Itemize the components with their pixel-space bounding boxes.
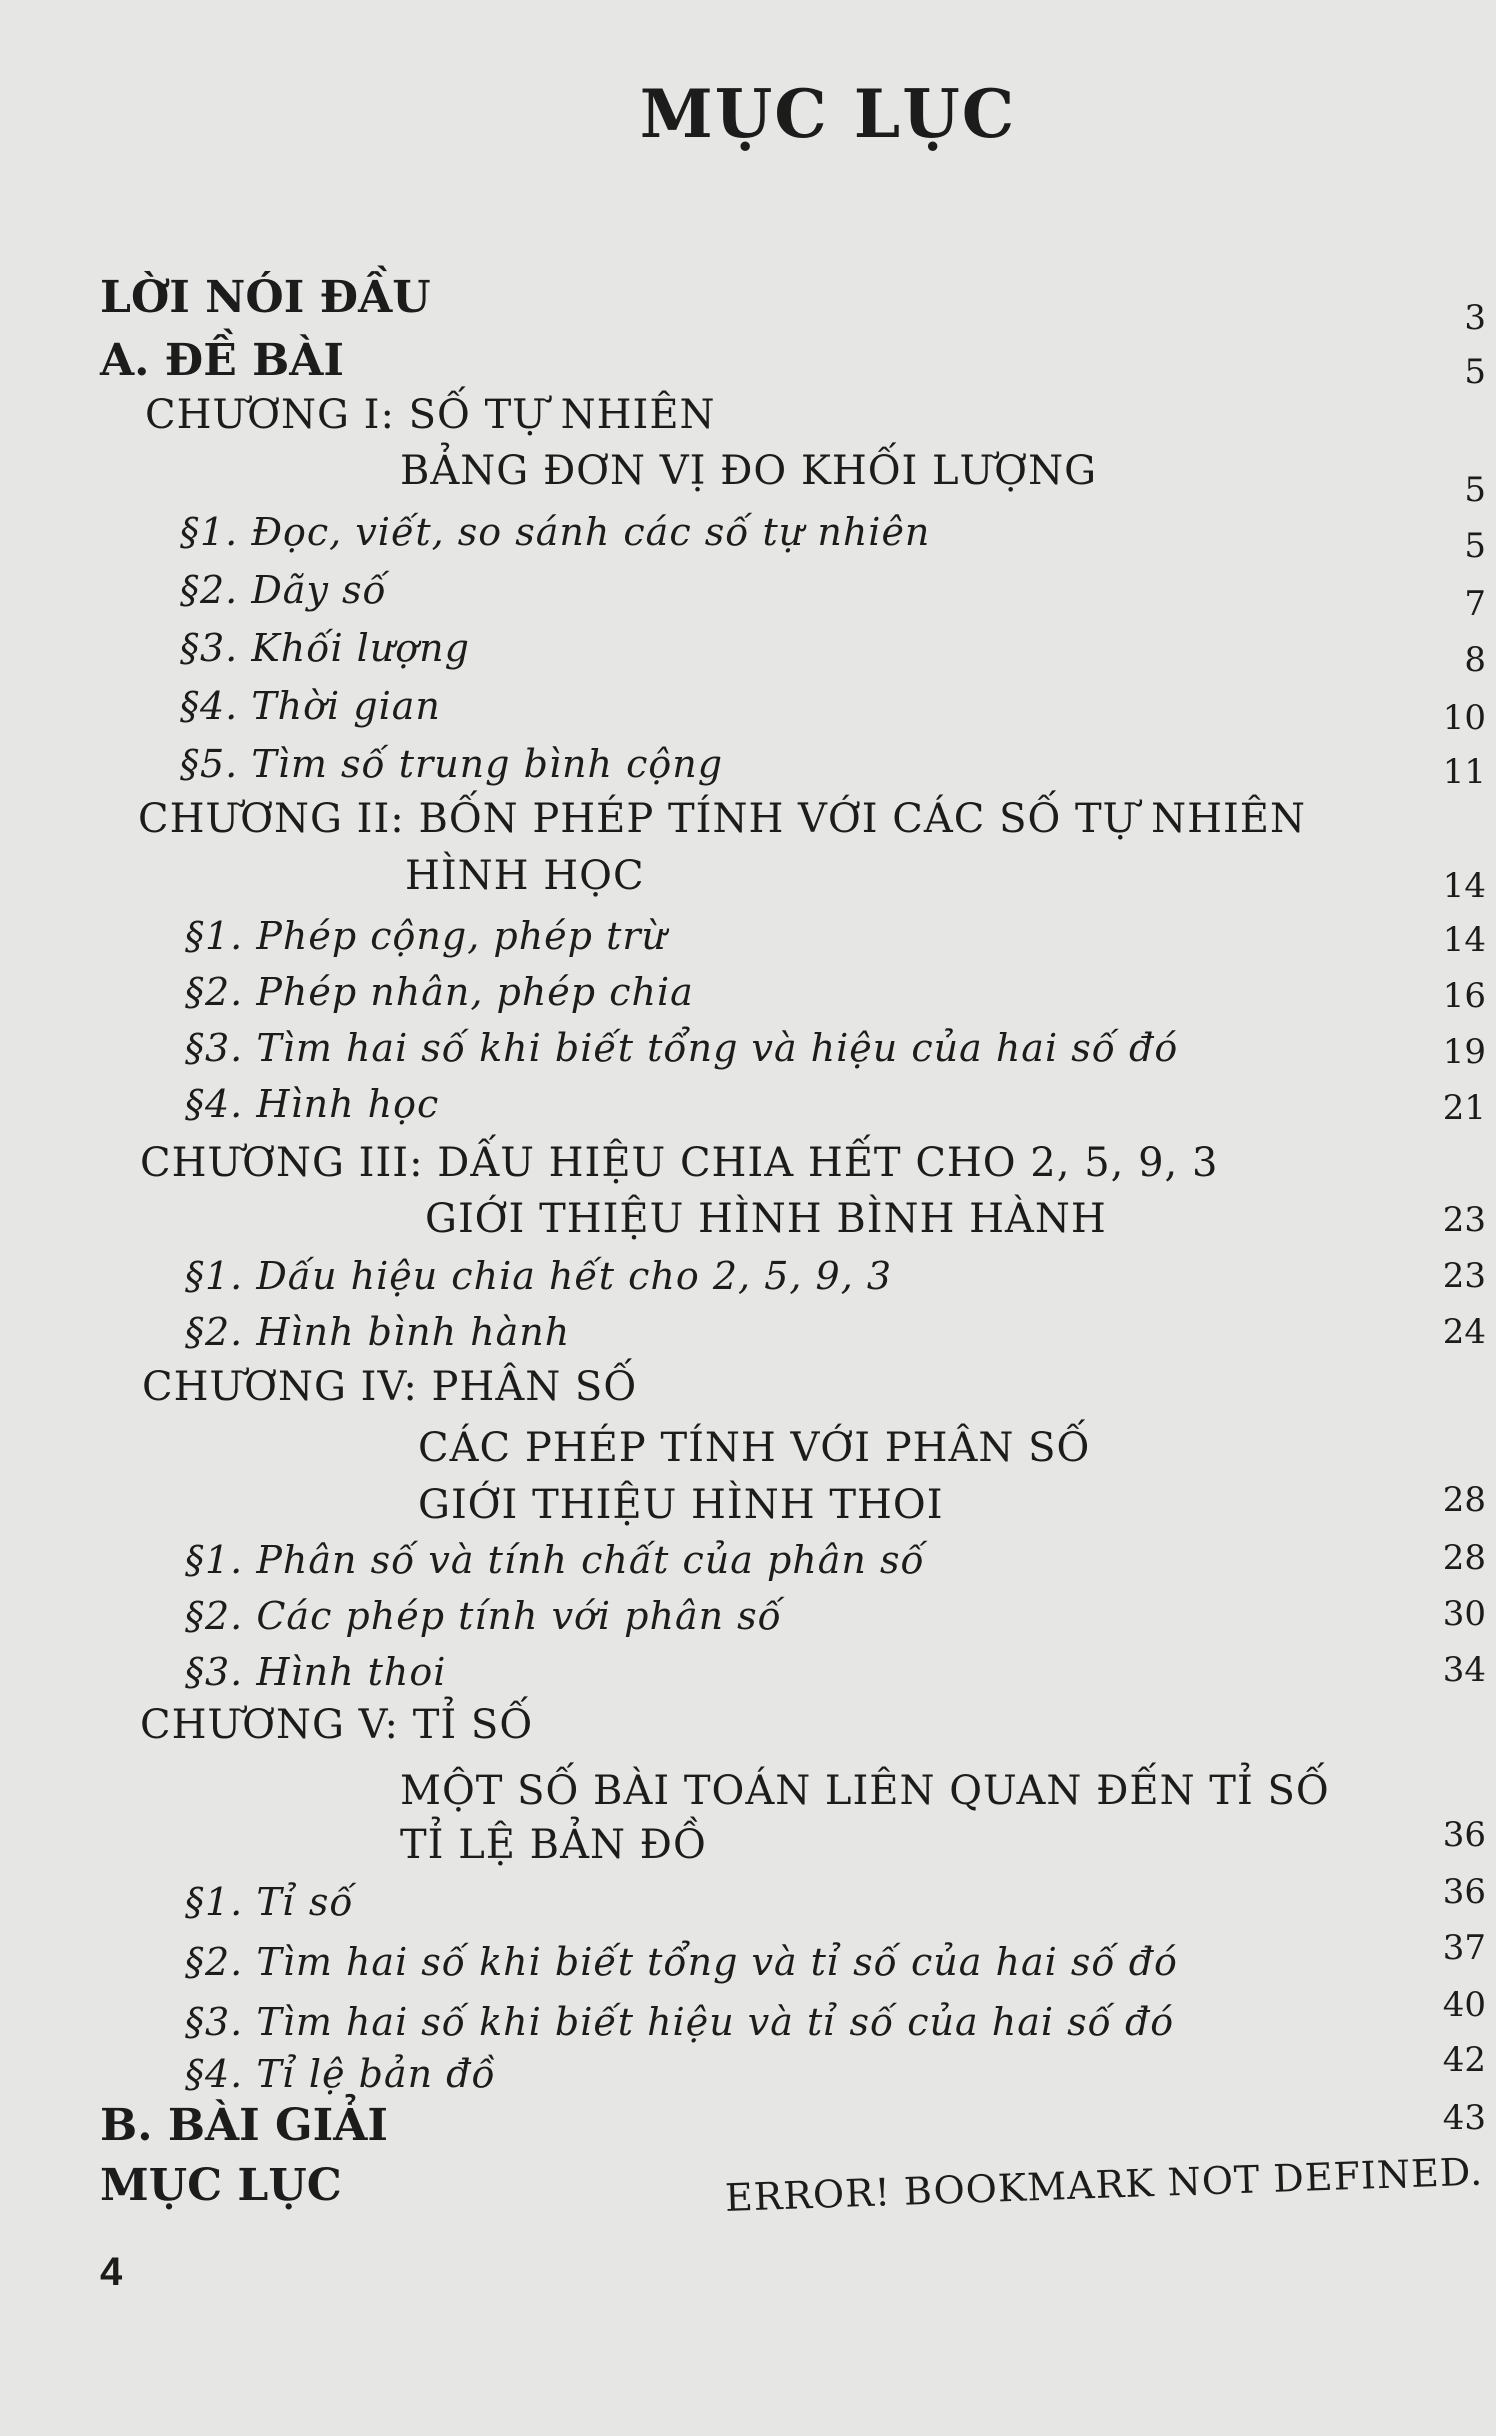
toc-page-number: 7 <box>1464 584 1486 624</box>
toc-section: §3. Khối lượng <box>180 626 470 670</box>
toc-page-number: 5 <box>1464 470 1486 510</box>
toc-section: §1. Dấu hiệu chia hết cho 2, 5, 9, 3 <box>185 1254 893 1298</box>
toc-chapter: CHƯƠNG III: DẤU HIỆU CHIA HẾT CHO 2, 5, 9, 3 <box>140 1140 1219 1186</box>
toc-section: §2. Dãy số <box>180 568 387 612</box>
toc-entry: MỤC LỤC <box>100 2160 342 2211</box>
toc-section: §5. Tìm số trung bình cộng <box>180 742 724 786</box>
toc-chapter-subtitle: GIỚI THIỆU HÌNH THOI <box>418 1482 944 1528</box>
toc-page-number: 34 <box>1442 1650 1486 1690</box>
toc-section: §1. Phân số và tính chất của phân số <box>185 1538 925 1582</box>
page-number: 4 <box>100 2250 123 2294</box>
toc-chapter: CHƯƠNG V: TỈ SỐ <box>140 1702 534 1748</box>
page-title: MỤC LỤC <box>639 75 1017 153</box>
toc-page-number: 37 <box>1442 1928 1486 1968</box>
toc-page-number: 23 <box>1442 1200 1486 1240</box>
toc-chapter: CHƯƠNG IV: PHÂN SỐ <box>142 1364 638 1410</box>
toc-entry: B. BÀI GIẢI <box>100 2100 388 2151</box>
toc-section: §4. Tỉ lệ bản đồ <box>185 2052 496 2096</box>
toc-chapter: CHƯƠNG I: SỐ TỰ NHIÊN <box>145 392 716 438</box>
toc-entry: A. ĐỀ BÀI <box>100 335 344 386</box>
toc-page-number: 3 <box>1464 298 1486 338</box>
toc-page-number: 19 <box>1442 1032 1486 1072</box>
toc-page-number: 36 <box>1442 1872 1486 1912</box>
toc-page-number: 43 <box>1442 2098 1486 2138</box>
toc-page-number: 42 <box>1442 2040 1486 2080</box>
toc-section: §1. Tỉ số <box>185 1880 354 1924</box>
toc-chapter-subtitle: HÌNH HỌC <box>405 853 645 899</box>
toc-chapter-subtitle: TỈ LỆ BẢN ĐỒ <box>400 1822 707 1868</box>
toc-chapter-subtitle: MỘT SỐ BÀI TOÁN LIÊN QUAN ĐẾN TỈ SỐ <box>400 1768 1330 1814</box>
toc-chapter-subtitle: BẢNG ĐƠN VỊ ĐO KHỐI LƯỢNG <box>400 448 1098 494</box>
toc-page-number: 5 <box>1464 526 1486 566</box>
toc-page-number: 40 <box>1442 1985 1486 2025</box>
toc-page-number: 10 <box>1442 698 1486 738</box>
toc-section: §2. Hình bình hành <box>185 1310 571 1354</box>
bookmark-error-note: ERROR! BOOKMARK NOT DEFINED. <box>724 2149 1484 2220</box>
toc-page-number: 14 <box>1442 866 1486 906</box>
toc-chapter-subtitle: CÁC PHÉP TÍNH VỚI PHÂN SỐ <box>418 1425 1091 1471</box>
toc-page-number: 16 <box>1442 976 1486 1016</box>
toc-page-number: 14 <box>1442 920 1486 960</box>
toc-page-number: 24 <box>1442 1312 1486 1352</box>
toc-section: §2. Các phép tính với phân số <box>185 1594 782 1638</box>
toc-page-number: 5 <box>1464 352 1486 392</box>
toc-page-number: 28 <box>1442 1480 1486 1520</box>
toc-section: §2. Phép nhân, phép chia <box>185 970 694 1014</box>
toc-page-number: 23 <box>1442 1256 1486 1296</box>
toc-page-number: 8 <box>1464 640 1486 680</box>
toc-page-number: 36 <box>1442 1815 1486 1855</box>
toc-section: §1. Đọc, viết, so sánh các số tự nhiên <box>180 510 931 554</box>
toc-section: §4. Thời gian <box>180 684 441 728</box>
toc-page-number: 28 <box>1442 1538 1486 1578</box>
toc-page-number: 30 <box>1442 1594 1486 1634</box>
toc-section: §3. Hình thoi <box>185 1650 447 1694</box>
toc-page-number: 11 <box>1442 752 1486 792</box>
toc-chapter: CHƯƠNG II: BỐN PHÉP TÍNH VỚI CÁC SỐ TỰ NHIÊN <box>138 796 1306 842</box>
toc-chapter-subtitle: GIỚI THIỆU HÌNH BÌNH HÀNH <box>425 1196 1107 1242</box>
toc-entry: LỜI NÓI ĐẦU <box>100 272 431 323</box>
toc-section: §1. Phép cộng, phép trừ <box>185 914 667 958</box>
toc-section: §3. Tìm hai số khi biết hiệu và tỉ số của hai số đó <box>185 2000 1175 2044</box>
toc-page-number: 21 <box>1442 1088 1486 1128</box>
toc-section: §3. Tìm hai số khi biết tổng và hiệu của hai số đó <box>185 1026 1179 1070</box>
toc-section: §4. Hình học <box>185 1082 440 1126</box>
toc-section: §2. Tìm hai số khi biết tổng và tỉ số của hai số đó <box>185 1940 1178 1984</box>
